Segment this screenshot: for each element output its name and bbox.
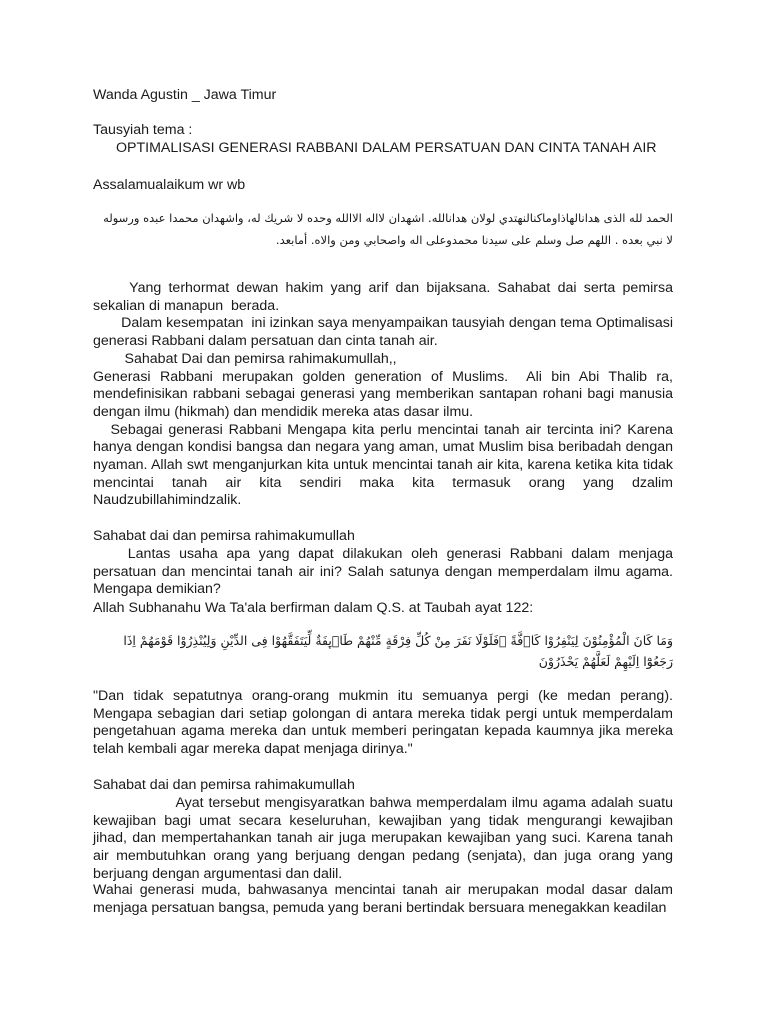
opening-arabic: الحمد لله الذى هدانالهاذاوماكنالنهتدي لولان هدانالله. اشهدان لااله الاالله وحده لا شريك له، واشهدان محمدا عبده ورسوله لا نبي بعده . اللهم صل وسلم على سيدنا محمدوعلى اله واصحابي ومن والاه. أمابعد.	[103, 211, 673, 247]
paragraph-theme-intro: Dalam kesempatan ini izinkan saya menyampaikan tausyiah dengan tema Optimalisasi generasi Rabbani dalam persatuan dan cinta tanah air.	[93, 315, 677, 350]
theme-label: Tausyiah tema :	[93, 122, 193, 138]
quran-verse-arabic: وَمَا كَانَ الْمُؤْمِنُوْنَ لِيَنْفِرُوْا كَاۤفَّةً ۗفَلَوْلَا نَفَرَ مِنْ كُلِّ فِرْقَةٍ مِّنْهُمْ طَاۤىِٕفَةٌ لِّيَتَفَقَّهُوْا فِى الدِّيْنِ وَلِيُنْذِرُوْا قَوْمَهُمْ اِذَا رَجَعُوْٓا اِلَيْهِمْ لَعَلَّهُمْ يَحْذَرُوْنَ	[123, 633, 673, 669]
author-line: Wanda Agustin _ Jawa Timur	[93, 87, 277, 103]
section-text-2: Lantas usaha apa yang dapat dilakukan oleh generasi Rabbani dalam menjaga persatuan dan mencintai tanah air ini? Salah satunya dengan memperdalam ilmu agama. Mengapa demikian?	[93, 546, 677, 598]
greeting: Assalamualaikum wr wb	[93, 177, 246, 193]
section-heading-3: Sahabat dai dan pemirsa rahimakumullah	[93, 777, 355, 793]
paragraph-love-homeland: Sebagai generasi Rabbani Mengapa kita perlu mencintai tanah air tercinta ini? Karena hanya dengan kondisi bangsa dan negara yang aman, umat Muslim bisa beribadah dengan nyaman. Allah swt menganjurkan kita untuk mencintai tanah air kita, karena ketika kita tidak mencintai tanah air kita sendiri maka kita termasuk orang yang dzalim Naudzubillahimindzalik.	[93, 421, 677, 509]
theme-title: OPTIMALISASI GENERASI RABBANI DALAM PERSATUAN DAN CINTA TANAH AIR	[116, 140, 657, 156]
section-heading-2: Sahabat dai dan pemirsa rahimakumullah	[93, 528, 355, 544]
section-text-3: Ayat tersebut mengisyaratkan bahwa memperdalam ilmu agama adalah suatu kewajiban bagi umat secara keseluruhan, kewajiban yang tidak mengurangi kewajiban jihad, dan mempertahankan tanah air juga merupakan kewajiban yang suci. Karena tanah air membutuhkan orang yang berjuang dengan pedang (senjata), dan juga orang yang berjuang dengan argumentasi dan dalil.	[93, 795, 677, 882]
body-paragraphs	[93, 280, 677, 510]
paragraph-rabbani-definition: Generasi Rabbani merupakan golden generation of Muslims. Ali bin Abi Thalib ra, mendefinisikan rabbani sebagai generasi yang memberikan santapan rohani bagi manusia dengan ilmu (hikmah) dan mendidik mereka atas dasar ilmu.	[93, 368, 677, 420]
paragraph-greeting-judges: Yang terhormat dewan hakim yang arif dan bijaksana. Sahabat dai serta pemirsa sekalian di manapun berada.	[93, 280, 677, 314]
verse-translation: "Dan tidak sepatutnya orang-orang mukmin itu semuanya pergi (ke medan perang). Mengapa sebagian dari setiap golongan di antara mereka tidak pergi untuk memperdalam pengetahuan agama mereka dan untuk memberi peringatan kepada kaumnya jika mereka telah kembali agar mereka dapat menjaga dirinya."	[93, 688, 673, 758]
closing-paragraph: Wahai generasi muda, bahwasanya mencintai tanah air merupakan modal dasar dalam menjaga persatuan bangsa, pemuda yang berani bertindak bersuara menegakkan keadilan	[93, 882, 673, 916]
quran-intro: Allah Subhanahu Wa Ta'ala berfirman dalam Q.S. at Taubah ayat 122:	[93, 600, 534, 616]
paragraph-address: Sahabat Dai dan pemirsa rahimakumullah,,	[93, 350, 397, 367]
